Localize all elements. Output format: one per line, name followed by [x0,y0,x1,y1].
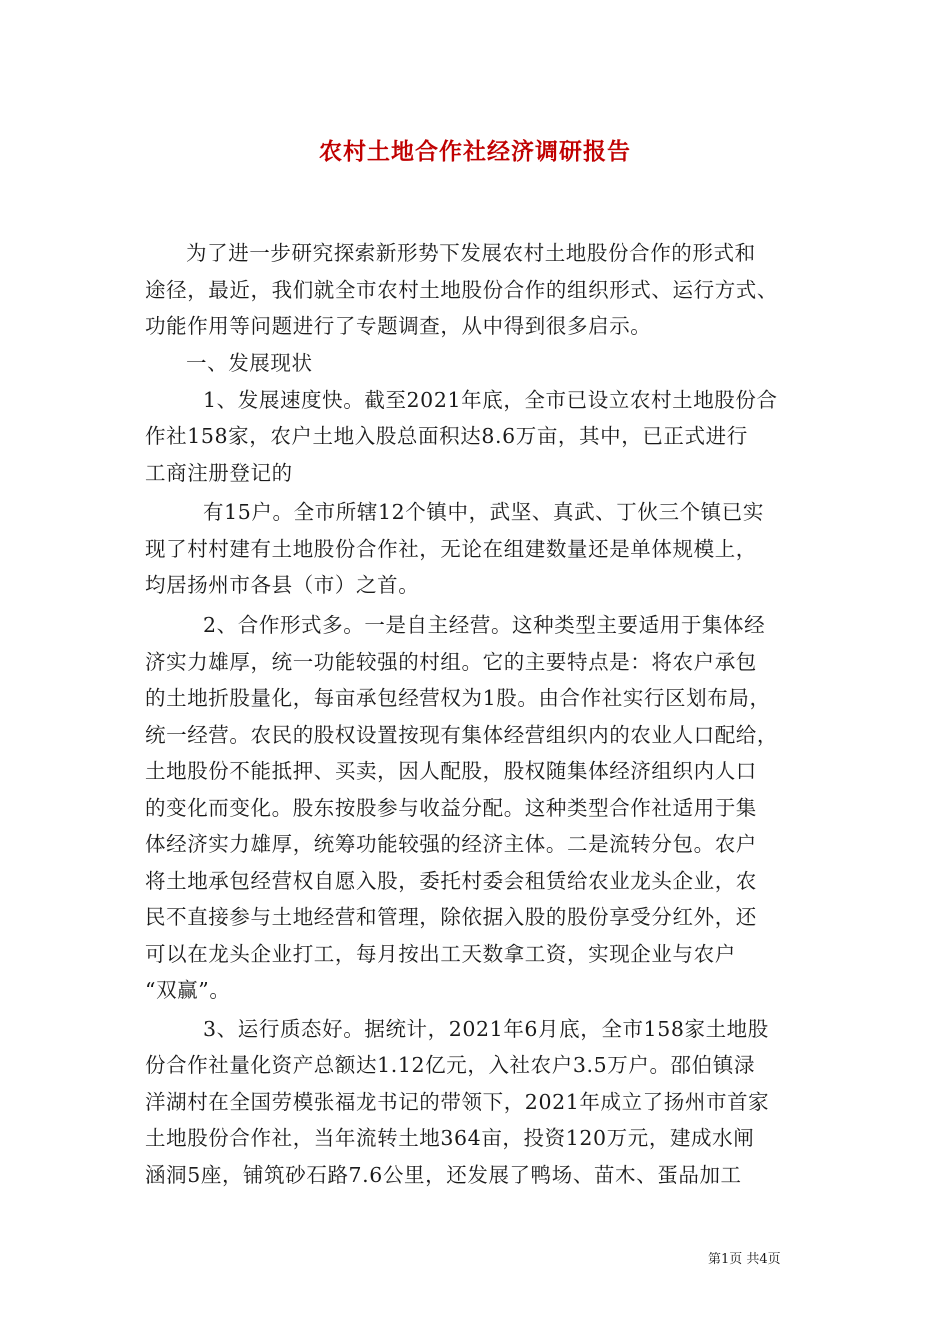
paragraph-line: 均居扬州市各县（市）之首。 [145,573,420,597]
paragraph-line: 济实力雄厚，统一功能较强的村组。它的主要特点是：将农户承包 [145,650,757,674]
page-number: 第1页 共4页 [708,1252,781,1267]
paragraph-line: 3、运行质态好。据统计，2021年6月底，全市158家土地股 [203,1017,769,1041]
paragraph-line: 体经济实力雄厚，统筹功能较强的经济主体。二是流转分包。农户 [145,832,757,856]
paragraph-line: 可以在龙头企业打工，每月按出工天数拿工资，实现企业与农户 [145,942,736,966]
paragraph-line: 土地股份不能抵押、买卖，因人配股，股权随集体经济组织内人口 [145,759,757,783]
paragraph-line: 将土地承包经营权自愿入股，委托村委会租赁给农业龙头企业，农 [145,869,757,893]
paragraph-line: 1、发展速度快。截至2021年底，全市已设立农村土地股份合 [203,388,778,412]
document-title: 农村土地合作社经济调研报告 [319,138,631,165]
paragraph-line: 洋湖村在全国劳模张福龙书记的带领下，2021年成立了扬州市首家 [145,1090,770,1114]
paragraph-line: 途径，最近，我们就全市农村土地股份合作的组织形式、运行方式、 [145,278,778,302]
paragraph-line: 为了进一步研究探索新形势下发展农村土地股份合作的形式和 [186,241,756,265]
paragraph-line: 功能作用等问题进行了专题调查，从中得到很多启示。 [145,314,652,338]
paragraph-line: 份合作社量化资产总额达1.12亿元，入社农户3.5万户。邵伯镇渌 [145,1053,755,1077]
paragraph-line: “双赢”。 [145,978,231,1002]
section-heading: 一、发展现状 [186,351,313,375]
paragraph-line: 民不直接参与土地经营和管理，除依据入股的股份享受分红外，还 [145,905,757,929]
paragraph-line: 现了村村建有土地股份合作社，无论在组建数量还是单体规模上， [145,537,757,561]
paragraph-line: 土地股份合作社，当年流转土地364亩，投资120万元，建成水闸 [145,1126,755,1150]
paragraph-line: 有15户。全市所辖12个镇中，武坚、真武、丁伙三个镇已实 [203,500,764,524]
paragraph-line: 作社158家，农户土地入股总面积达8.6万亩，其中，已正式进行 [145,424,748,448]
paragraph-line: 的变化而变化。股东按股参与收益分配。这种类型合作社适用于集 [145,796,757,820]
paragraph-line: 统一经营。农民的股权设置按现有集体经营组织内的农业人口配给， [145,723,778,747]
paragraph-line: 的土地折股量化，每亩承包经营权为1股。由合作社实行区划布局， [145,686,771,710]
paragraph-line: 2、合作形式多。一是自主经营。这种类型主要适用于集体经 [203,613,766,637]
paragraph-line: 涵洞5座，铺筑砂石路7.6公里，还发展了鸭场、苗木、蛋品加工 [145,1163,742,1187]
paragraph-line: 工商注册登记的 [145,461,293,485]
